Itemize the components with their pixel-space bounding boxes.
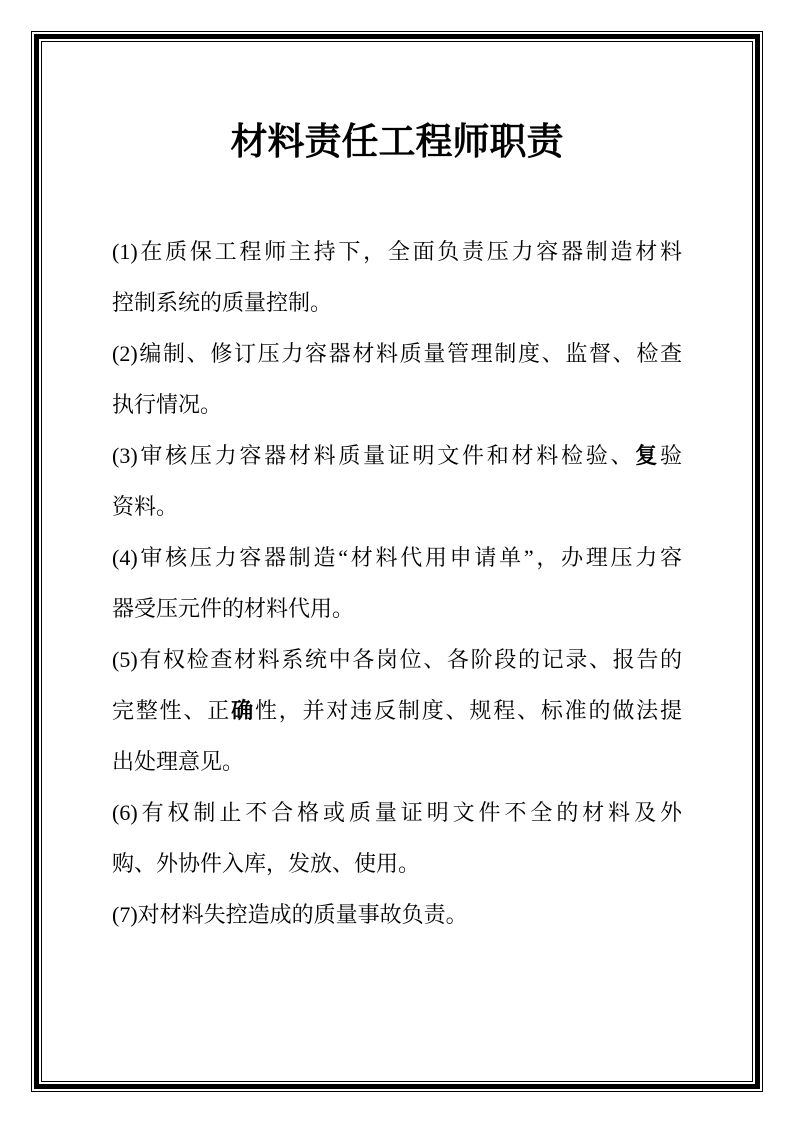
text-line [112,532,682,583]
paragraph [112,532,682,634]
text-line [112,226,682,277]
paragraph [112,787,682,889]
text-line [112,583,682,634]
paragraph [112,226,682,328]
text-run: 出处理意见。 [112,749,245,774]
page-border-thick [34,34,760,1089]
text-line [112,736,682,787]
text-line [112,634,682,685]
text-run: (1)在质保工程师主持下，全面负责压力容器制造材料 [112,239,682,264]
text-line [112,379,682,430]
title-run: 责 [526,122,564,163]
title-run: 师 [452,122,490,163]
text-run: 性，并对违反制度、规程、标准的做法提 [254,698,682,723]
text-run: 资料。 [112,494,179,519]
text-line [112,889,682,940]
document-title [112,120,682,166]
paragraph [112,634,682,787]
text-run: (7)对材料失控造成的质量事故负责。 [112,902,468,927]
text-line [112,787,682,838]
text-line [112,838,682,889]
text-line [112,277,682,328]
text-line [112,481,682,532]
text-run: 确 [231,698,255,723]
text-run: (3)审核压力容器材料质量证明文件和材料检验、 [112,443,636,468]
text-run: (4)审核压力容器制造“材料代用申请单”，办理压力容 [112,545,682,570]
text-line [112,328,682,379]
text-run: 验 [659,443,682,468]
text-run: 器受压元件的材料代用。 [112,596,355,621]
paragraph [112,889,682,940]
text-run: 控制系统的质量控制。 [112,290,333,315]
title-run: 任工程 [341,122,453,163]
title-run: 材料 [230,122,305,163]
title-run: 职 [489,122,527,163]
text-line [112,685,682,736]
text-run: 复 [635,443,660,468]
document-body [112,226,682,940]
text-run: (5)有权检查材料系统中各岗位、各阶段的记录、报告的 [112,647,682,672]
text-line [112,430,682,481]
text-run: (6)有权制止不合格或质量证明文件不全的材料及外 [112,800,682,825]
text-run: (2)编制、修订压力容器材料质量管理制度、监督、检查 [112,341,682,366]
page-content [42,42,752,1081]
text-run: 购、外协件入库，发放、使用。 [112,851,421,876]
text-run: 完整性、正 [112,698,232,723]
title-run: 责 [304,122,342,163]
text-run: 执行情况。 [112,392,223,417]
paragraph [112,328,682,430]
paragraph [112,430,682,532]
page-border-inner [41,41,753,1082]
page-border-outer [31,31,763,1092]
